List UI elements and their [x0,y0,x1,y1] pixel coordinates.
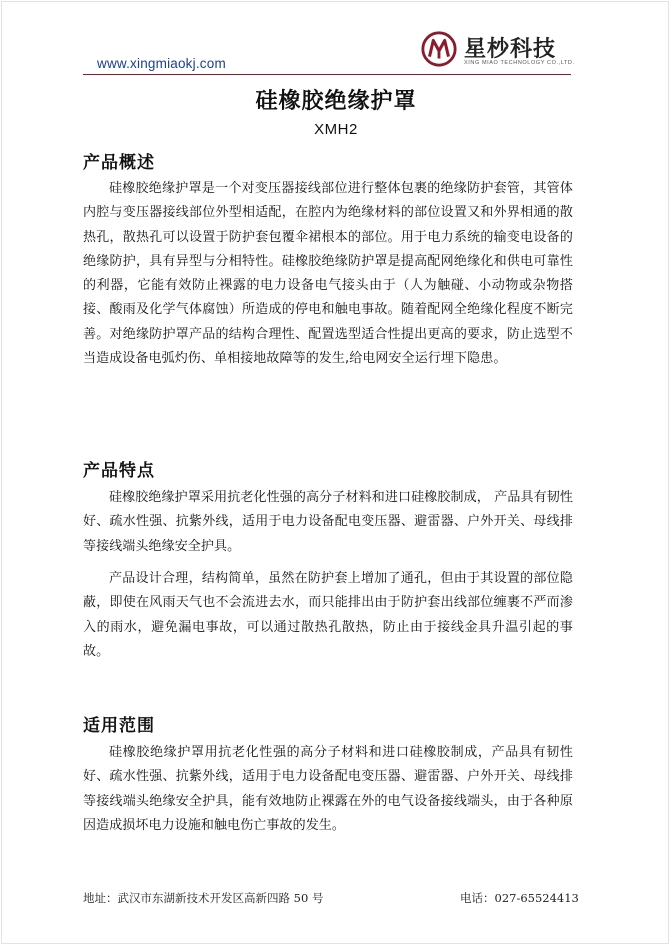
logo-mark-icon [420,30,458,68]
features-paragraph-1: 硅橡胶绝缘护罩采用抗老化性强的高分子材料和进口硅橡胶制成， 产品具有韧性好、疏水性强、抗紫外线，适用于电力设备配电变压器、避雷器、户外开关、母线排等接线端头绝缘安全护具。 [83,490,573,554]
document-title: 硅橡胶绝缘护罩 [255,89,417,114]
section-heading-features: 产品特点 [83,461,155,481]
scope-paragraph: 硅橡胶绝缘护罩用抗老化性强的高分子材料和进口硅橡胶制成，产品具有韧性好、疏水性强、抗紫外线，适用于电力设备配电变压器、避雷器、户外开关、母线排等接线端头绝缘安全护具，能有效地防止裸露在外的电气设备接线端头，由于各种原因造成损坏电力设施和触电伤亡事故的发生。 [83,745,573,833]
website-link[interactable]: www.xingmiaokj.com [97,56,226,71]
logo-english-name: XING MIAO TECHNOLOGY CO.,LTD. [464,60,575,66]
header-divider [83,74,571,75]
logo-chinese-name: 星杪科技 [464,37,557,62]
features-paragraph-2: 产品设计合理，结构简单，虽然在防护套上增加了通孔，但由于其设置的部位隐蔽，即使在风雨天气也不会流进去水，而只能排出由于防护套出线部位缠裹不严而渗入的雨水，避免漏电事故，可以通过散热孔散热，防止由于接线金具升温引起的事故。 [83,571,573,659]
company-logo [420,30,575,72]
section-heading-overview: 产品概述 [83,153,155,173]
footer-phone: 电话：027-65524413 [460,891,579,905]
section-heading-scope: 适用范围 [83,716,155,736]
footer-address: 地址：武汉市东湖新技术开发区高新四路 50 号 [83,891,324,905]
model-number: XMH2 [314,121,358,138]
overview-paragraph: 硅橡胶绝缘护罩是一个对变压器接线部位进行整体包裹的绝缘防护套管，其管体内腔与变压器接线部位外型相适配，在腔内为绝缘材料的部位设置又和外界相通的散热孔，散热孔可以设置于防护套包覆伞裙根本的部位。用于电力系统的输变电设备的绝缘防护，具有异型与分相特性。硅橡胶绝缘防护罩是提高配网绝缘化和供电可靠性的利器，它能有效防止裸露的电力设备电气接头由于（人为触碰、小动物或杂物搭接、酸雨及化学气体腐蚀）所造成的停电和触电事故。随着配网全绝缘化程度不断完善。对绝缘防护罩产品的结构合理性、配置选型适合性提出更高的要求，防止选型不当造成设备电弧灼伤、单相接地故障等的发生,给电网安全运行埋下隐患。 [83,181,573,367]
